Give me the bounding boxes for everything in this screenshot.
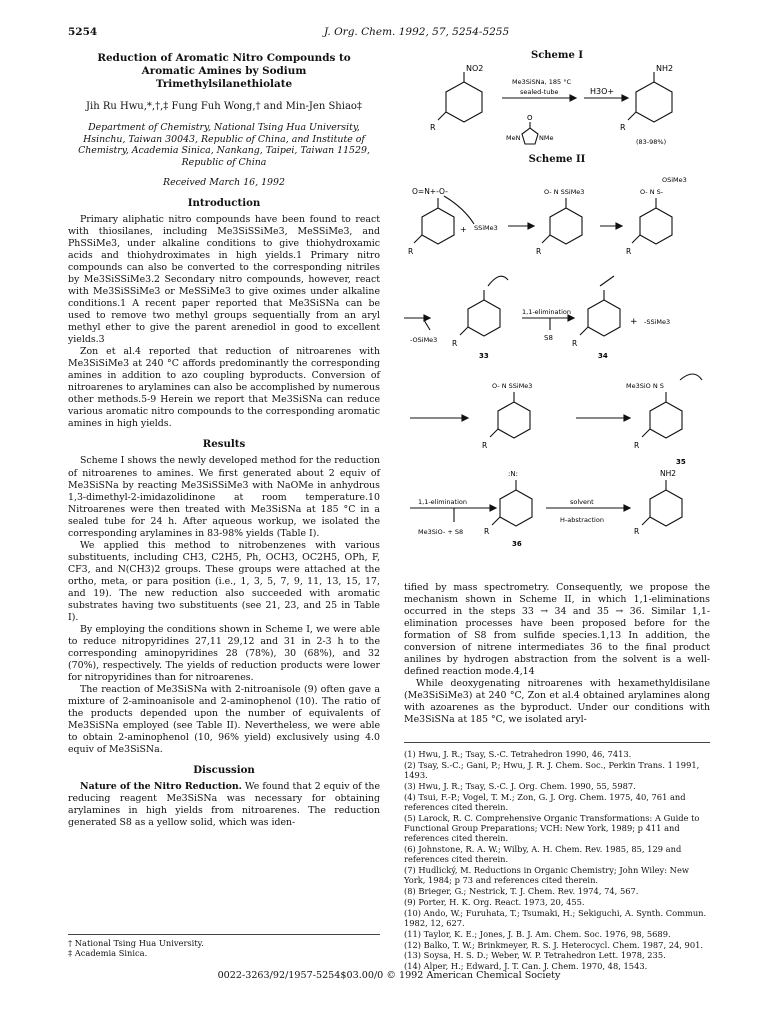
scheme-2-row4-arrow2-bottom: H-abstraction: [560, 516, 604, 524]
scheme-2-r-7: R: [634, 441, 640, 450]
scheme-1-no2: NO2: [466, 64, 484, 73]
scheme-2-compound-33: 33: [479, 352, 489, 360]
scheme-2-r-2: R: [536, 247, 542, 256]
reference: (2) Tsay, S.-C.; Gani, P.; Hwu, J. R. J. Chem. Soc., Perkin Trans. 1 1991, 1493.: [404, 759, 700, 781]
scheme-1-r-left: R: [430, 123, 436, 132]
scheme-2-row2-plus: +: [630, 317, 638, 327]
reference-list: [404, 742, 710, 972]
scheme-1-yield: (83-98%): [636, 138, 667, 146]
reference: (7) Hudlický, M. Reductions in Organic Chemistry; John Wiley: New York, 1984; p 73 and references cited therein.: [404, 865, 689, 886]
scheme-1-product-ring: [636, 82, 672, 122]
results-paragraph-4: The reaction of Me3SiSNa with 2-nitroanisole (9) often gave a mixture of 2-aminoanisole and 2-aminophenol (10). The ratio of the products depended upon the number of equivalents of Me3SiSNa employed (see Table II). Nevertheless, we were able to obtain 2-aminophenol (10, 96% yield) exclusively using 4.0 equiv of Me3SiSNa.: [68, 684, 380, 756]
right-column-text: [404, 582, 710, 726]
left-column: [68, 48, 380, 829]
reference: (13) Soysa, H. S. D.; Weber, W. P. Tetrahedron Lett. 1978, 235.: [404, 950, 666, 961]
scheme-1-label: Scheme I: [530, 50, 584, 61]
scheme-1-reagent-3: H3O+: [590, 87, 615, 96]
scheme-2-row4-arrow1-bottom: Me3SiO- + S8: [418, 528, 464, 536]
reference: (11) Taylor, K. E.; Jones, J. B. J. Am. Chem. Soc. 1976, 98, 5689.: [404, 928, 671, 939]
scheme-2-r-6: R: [482, 441, 488, 450]
scheme-2-row2-left-group: -OSiMe3: [410, 336, 438, 344]
reference: (12) Balko, T. W.; Brinkmeyer, R. S. J. Heterocycl. Chem. 1987, 24, 901.: [404, 939, 704, 950]
scheme-2-row1-no2: O=N+-O-: [412, 187, 448, 196]
scheme-2-row1-product1: O- N SSiMe3: [544, 188, 585, 196]
intro-heading: Introduction: [187, 196, 261, 209]
scheme-2-row3-right: Me3SiO N S: [626, 382, 664, 390]
scheme-1-solvent-ring: [522, 128, 538, 144]
affiliation-footnotes: [68, 934, 380, 959]
running-header: [68, 26, 708, 40]
results-paragraph-1: Scheme I shows the newly developed method for the reduction of nitroarenes to amines. We first generated about 2 equiv of Me3SiSNa by reacting Me3SiSSiMe3 with NaOMe in anhydrous 1,3-dimethyl-2-imidazolidinone at room temperature.10 Nitroarenes were then treated with Me3SiSNa at 185 °C in a sealed tube for 24 h. After aqueous workup, we isolated the corresponding arylamines in 83-98% yields (Table I).: [68, 455, 380, 539]
scheme-1-diagram: [404, 62, 710, 154]
reference: (9) Porter, H. K. Org. React. 1973, 20, 455.: [404, 896, 585, 907]
reference: (5) Larock, R. C. Comprehensive Organic Transformations: A Guide to Functional Group Preparations; VCH: New York, 1989; p 411 and references cited therein.: [404, 812, 700, 844]
scheme-2-row2-arrow-top: 1,1-elimination: [522, 308, 571, 316]
scheme-2-r-8: R: [484, 527, 490, 536]
scheme-2-r-5: R: [572, 339, 578, 348]
scheme-2-product-nh2: NH2: [660, 469, 677, 478]
reference: (10) Ando, W.; Furuhata, T.; Tsumaki, H.; Sekiguchi, A. Synth. Commun. 1982, 12, 627.: [404, 907, 707, 928]
scheme-1-solvent-nme: NMe: [539, 134, 554, 142]
scheme-2-row4-arrow2-top: solvent: [570, 498, 594, 506]
scheme-1-solvent-meN: MeN: [506, 134, 521, 142]
scheme-2-row1-product2-top: OSiMe3: [662, 176, 687, 184]
page-number: 5254: [68, 26, 98, 38]
scheme-1-r-right: R: [620, 123, 626, 132]
scheme-2-nitrene: :N:: [508, 470, 518, 478]
scheme-2-r-3: R: [626, 247, 632, 256]
scheme-2-row1-plus: +: [460, 225, 467, 234]
scheme-1-reactant-ring: [446, 82, 482, 122]
scheme-2-r-1: R: [408, 247, 414, 256]
article-affiliation: Department of Chemistry, National Tsing Hua University, Hsinchu, Taiwan 30043, Republic of China, and Institute of Chemistry, Academia Sinica, Nankang, Taipei, Taiwan 11529, Republic of China: [78, 121, 370, 169]
scheme-2-label: Scheme II: [528, 154, 586, 165]
scheme-2-compound-36: 36: [512, 540, 522, 548]
discussion-text: We found that 2 equiv of the reducing reagent Me3SiSNa was necessary for obtaining arylamines in high yields from nitroarenes. The reduction generated S8 as a yellow solid, which was iden-: [68, 781, 380, 829]
right-paragraph-2: While deoxygenating nitroarenes with hexamethyldisilane (Me3SiSiMe3) at 240 °C, Zon et al.4 obtained arylamines along with azoarenes as the byproduct. Under our conditions with Me3SiSNa at 185 °C, we isolated aryl-: [404, 678, 710, 726]
footnote-1: † National Tsing Hua University.: [68, 938, 204, 948]
reference: (6) Johnstone, R. A. W.; Wilby, A. H. Chem. Rev. 1985, 85, 129 and references cited therein.: [404, 844, 682, 865]
reference: (8) Brieger, G.; Nestrick, T. J. Chem. Rev. 1974, 74, 567.: [404, 886, 639, 897]
scheme-2-row2-arrow-bottom: S8: [544, 334, 553, 342]
discussion-runin-heading: Nature of the Nitro Reduction.: [80, 781, 242, 793]
scheme-2-compound-35: 35: [676, 458, 686, 466]
reference: (1) Hwu, J. R.; Tsay, S.-C. Tetrahedron 1990, 46, 7413.: [404, 749, 632, 759]
scheme-2-r-9: R: [634, 527, 640, 536]
scheme-2-compound-34: 34: [598, 352, 608, 360]
results-paragraph-3: By employing the conditions shown in Scheme I, we were able to reduce nitropyridines 27,11 29,12 and 31 in 2-3 h to the corresponding aminopyridines 28 (78%), 30 (68%), and 32 (70%), respectively. The yields of reduction products were lower for nitropyridines than for nitroarenes.: [68, 623, 380, 684]
reference: (14) Alper, H.; Edward, J. T. Can. J. Chem. 1970, 48, 1543.: [404, 961, 648, 972]
reference: (3) Hwu, J. R.; Tsay, S.-C. J. Org. Chem. 1990, 55, 5987.: [404, 780, 636, 791]
footnote-2: ‡ Academia Sinica.: [68, 948, 148, 959]
article-title: Reduction of Aromatic Nitro Compounds to Aromatic Amines by Sodium Trimethylsilanethiolate: [97, 52, 351, 90]
intro-paragraph-2: Zon et al.4 reported that reduction of nitroarenes with Me3SiSiMe3 at 240 °C affords predominantly the corresponding amines in addition to azo coupling byproducts. Conversion of nitroarenes to arylamines can also be accomplished by numerous other methods.5-9 Herein we report that Me3SiSNa can reduce various aromatic nitro compounds to the corresponding aromatic amines in high yields.: [68, 346, 380, 430]
discussion-heading: Discussion: [193, 764, 255, 777]
scheme-2-row4-arrow1-top: 1,1-elimination: [418, 498, 467, 506]
scheme-2-row1-product2: O- N S-: [640, 188, 664, 196]
scheme-1-reagent-1: Me3SiSNa, 185 °C: [512, 78, 572, 86]
page-footer: 0022-3263/92/1957-5254$03.00/0 © 1992 American Chemical Society: [217, 970, 561, 981]
scheme-2-row1-reagent: SSiMe3: [474, 224, 498, 232]
right-paragraph-1: tified by mass spectrometry. Consequently, we propose the mechanism shown in Scheme II, in which 1,1-eliminations occurred in the steps 33 → 34 and 35 → 36. Similar 1,1-elimination processes have been proposed before for the formation of S8 from sulfide species.1,13 In addition, the conversion of nitrene intermediates 36 to the final product anilines by hydrogen abstraction from the solvent is a well-defined reaction mode.4,14: [404, 582, 710, 678]
scheme-2-row2-leaving: -SSiMe3: [644, 318, 671, 326]
scheme-2-row3-left: O- N SSiMe3: [492, 382, 533, 390]
results-heading: Results: [202, 438, 246, 451]
journal-citation: J. Org. Chem. 1992, 57, 5254-5255: [324, 26, 510, 38]
discussion-paragraph-1: [68, 781, 380, 829]
intro-paragraph-1: Primary aliphatic nitro compounds have been found to react with thiosilanes, including Me3SiSSiMe3, MeSSiMe3, and PhSSiMe3, under alkaline conditions to give thiohydroxamic acids and thiohydroximates in high yields.1 Primary nitro compounds can also be converted to the corresponding nitriles by Me3SiSSiMe3.2 Secondary nitro compounds, however, react with Me3SiSSiMe3 or MeSSiMe3 to give oximes under alkaline conditions.1 A recent paper reported that Me3SiSNa can be used to remove two methyl groups sequentially from an aryl methyl ether to give the parent arenediol in good to excellent yields.3: [68, 213, 380, 346]
reference: (4) Tsui, F.-P.; Vogel, T. M.; Zon, G. J. Org. Chem. 1975, 40, 761 and references cited therein.: [404, 791, 686, 812]
scheme-1-reagent-2: sealed-tube: [520, 88, 559, 96]
received-date: Received March 16, 1992: [163, 176, 285, 188]
results-paragraph-2: We applied this method to nitrobenzenes with various substituents, including CH3, C2H5, Ph, OCH3, OC2H5, OPh, F, CF3, and N(CH3)2 groups. These groups were attached at the ortho, meta, or para position (i.e., 1, 3, 5, 7, 9, 11, 13, 15, 17, and 19). The new reduction also succeeded with aromatic substrates having two substituents (see 21, 23, and 25 in Table I).: [68, 539, 380, 623]
scheme-1-solvent-o: O: [527, 114, 533, 122]
scheme-2-r-4: R: [452, 339, 458, 348]
scheme-2-diagram: [404, 168, 710, 578]
scheme-1-nh2: NH2: [656, 64, 674, 73]
article-authors: Jih Ru Hwu,*,†,‡ Fung Fuh Wong,† and Min-Jen Shiao‡: [86, 101, 362, 112]
